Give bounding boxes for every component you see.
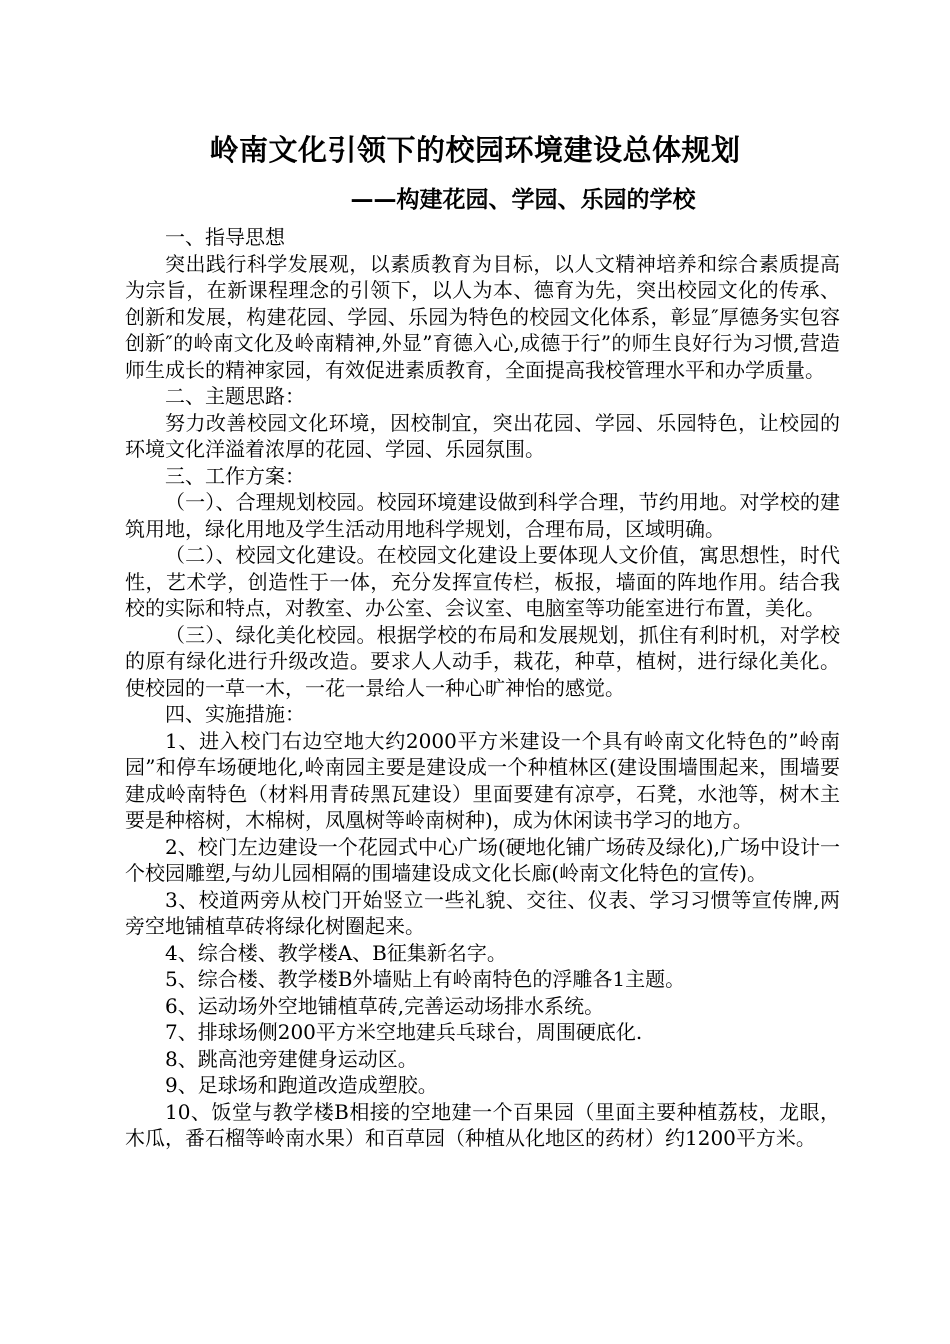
section-heading-measures: 四、实施措施：: [165, 702, 305, 726]
paragraph-work-plan-2: （二）、校园文化建设。在校园文化建设上要体现人文价值，寓思想性，时代性，艺术学，创造性于一体，充分发挥宣传栏，板报，墙面的阵地作用。结合我校的实际和特点，对教室、办公室、会议室、电脑室等功能室进行布置，美化。: [125, 543, 840, 620]
measure-item-6: 6、运动场外空地铺植草砖,完善运动场排水系统。: [165, 993, 605, 1018]
section-heading-theme: 二、主题思路：: [165, 384, 305, 408]
paragraph-work-plan-3: （三）、绿化美化校园。根据学校的布局和发展规划，抓住有利时机，对学校的原有绿化进行升级改造。要求人人动手，栽花，种草，植树，进行绿化美化。使校园的一草一木，一花一景给人一种心旷神怡的感觉。: [125, 622, 840, 700]
measure-item-9: 9、足球场和跑道改造成塑胶。: [165, 1073, 438, 1097]
measure-item-10: 10、饭堂与教学楼B相接的空地建一个百果园（里面主要种植荔枝，龙眼，木瓜，番石榴等岭南水果）和百草园（种植从化地区的药材）约1200平方米。: [125, 1099, 840, 1150]
document-subtitle: ——构建花园、学园、乐园的学校: [350, 187, 696, 213]
section-heading-work-plan: 三、工作方案：: [165, 463, 305, 488]
measure-item-1: 1、进入校门右边空地大约2000平方米建设一个具有岭南文化特色的”岭南园”和停车场硬地化,岭南园主要是建设成一个种植林区(建设围墙围起来，围墙要建成岭南特色（材料用青砖黑瓦建设）里面要建有凉亭，石凳，水池等，树木主要是种榕树，木棉树，凤凰树等岭南树种)，成为休闲读书学习的地方。: [125, 728, 840, 832]
document-body: [125, 224, 840, 1152]
measure-item-5: 5、综合楼、教学楼B外墙贴上有岭南特色的浮雕各1主题。: [165, 967, 686, 991]
measure-item-8: 8、跳高池旁建健身运动区。: [165, 1046, 418, 1071]
measure-item-3: 3、校道两旁从校门开始竖立一些礼貌、交往、仪表、学习习惯等宣传牌,两旁空地铺植草砖将绿化树圈起来。: [125, 887, 840, 938]
paragraph-theme: 努力改善校园文化环境，因校制宜，突出花园、学园、乐园特色，让校园的环境文化洋溢着浓厚的花园、学园、乐园氛围。: [125, 410, 840, 461]
section-heading-guiding-ideology: 一、指导思想: [165, 225, 285, 249]
measure-item-4: 4、综合楼、教学楼A、B征集新名字。: [165, 940, 507, 965]
measure-item-7: 7、排球场侧200平方米空地建兵乓球台，周围硬底化.: [165, 1020, 643, 1044]
paragraph-guiding-ideology: 突出践行科学发展观，以素质教育为目标，以人文精神培养和综合素质提高为宗旨，在新课程理念的引领下，以人为本、德育为先，突出校园文化的传承、创新和发展，构建花园、学园、乐园为特色的校园文化体系，彰显″厚德务实包容创新″的岭南文化及岭南精神,外显”育德入心,成德于行”的师生良好行为习惯,营造师生成长的精神家园，有效促进素质教育，全面提高我校管理水平和办学质量。: [125, 251, 840, 382]
measure-item-2: 2、校门左边建设一个花园式中心广场(硬地化铺广场砖及绿化),广场中设计一个校园雕塑,与幼儿园相隔的围墙建设成文化长廊(岭南文化特色的宣传)。: [125, 834, 840, 885]
paragraph-work-plan-1: （一）、合理规划校园。校园环境建设做到科学合理，节约用地。对学校的建筑用地，绿化用地及学生活动用地科学规划，合理布局，区域明确。: [125, 490, 840, 541]
document-title: 岭南文化引领下的校园环境建设总体规划: [209, 133, 741, 167]
